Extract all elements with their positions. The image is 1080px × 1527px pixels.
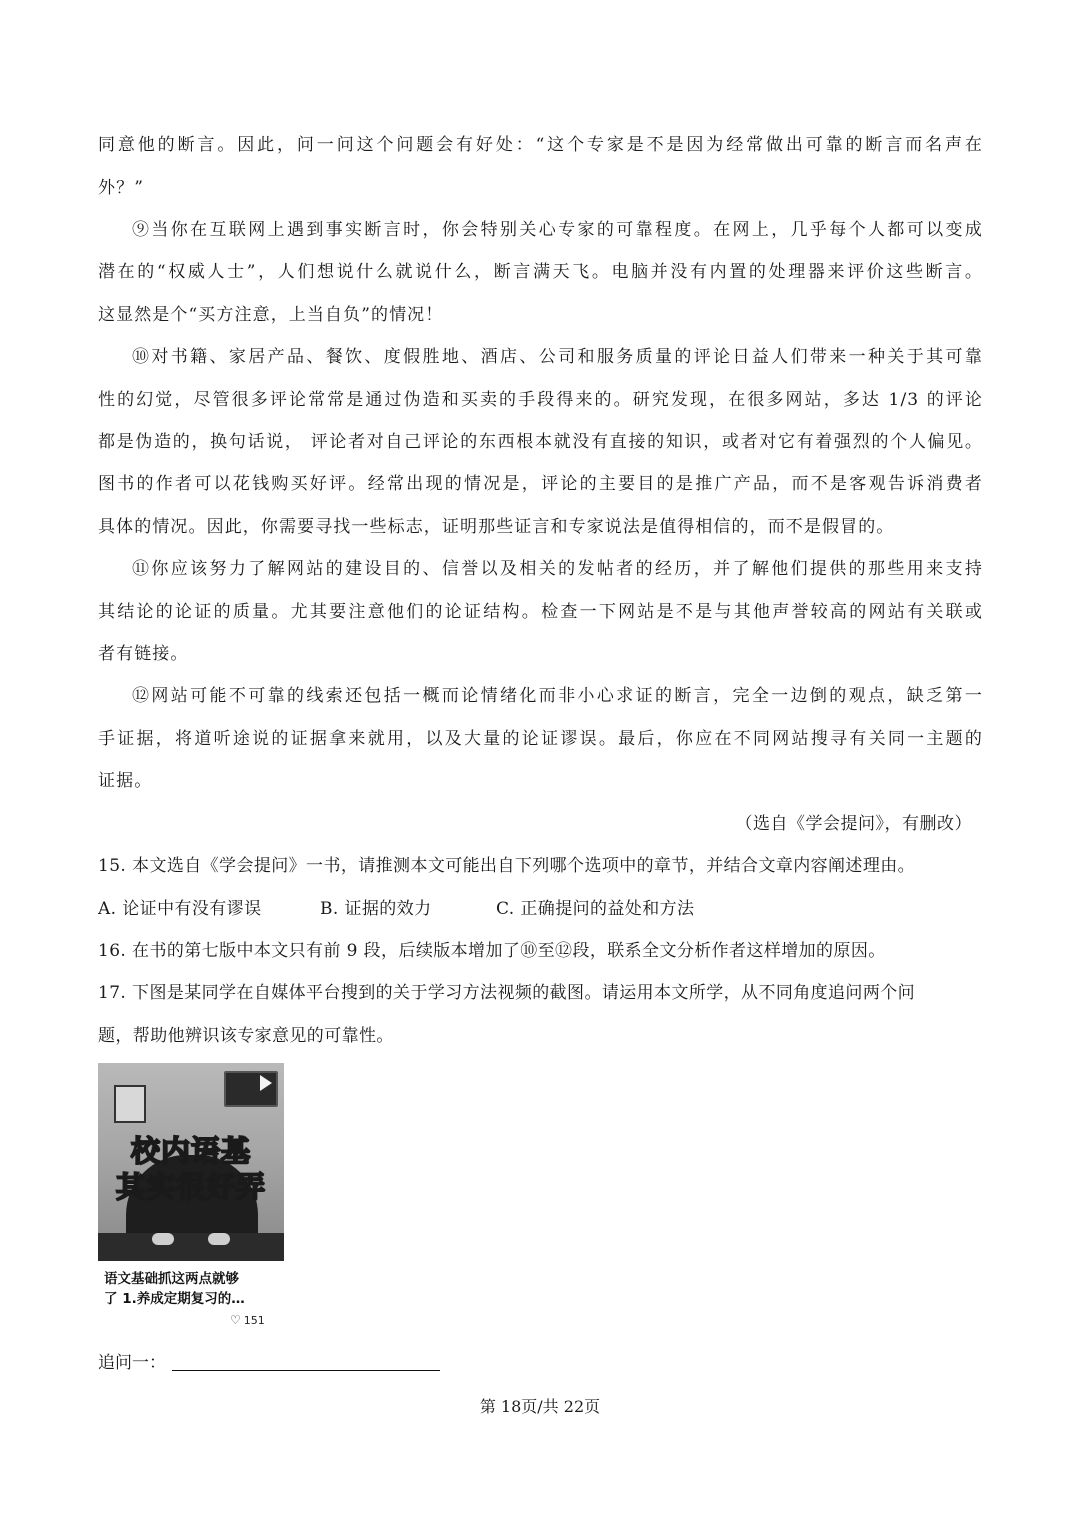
passage-line: 手证据，将道听途说的证据拿来就用，以及大量的论证谬误。最后，你应在不同网站搜寻有关同一主题的 <box>98 729 983 749</box>
passage-line: 具体的情况。因此，你需要寻找一些标志，证明那些证言和专家说法是值得相信的，而不是假冒的。 <box>98 517 895 537</box>
passage-line: 证据。 <box>98 771 153 791</box>
paragraph-12-start: ⑫网站可能不可靠的线索还包括一概而论情绪化而非小心求证的断言，完全一边倒的观点，缺乏第一 <box>132 686 983 706</box>
question-16: 16. 在书的第七版中本文只有前 9 段，后续版本增加了⑩至⑫段，联系全文分析作者这样增加的原因。 <box>98 941 886 961</box>
video-thumbnail-image <box>98 1063 284 1261</box>
option-c: C. 正确提问的益处和方法 <box>496 899 695 919</box>
passage-line: 其结论的论证的质量。尤其要注意他们的论证结构。检查一下网站是不是与其他声誉较高的网站有关联或 <box>98 602 983 622</box>
wall-picture <box>114 1085 146 1123</box>
like-count-value: 151 <box>243 1314 265 1327</box>
heart-icon: ♡ <box>230 1313 241 1327</box>
passage-line: 外？” <box>98 178 144 198</box>
paragraph-9-start: ⑨当你在互联网上遇到事实断言时，你会特别关心专家的可靠程度。在网上，几乎每个人都可以变成 <box>132 220 983 240</box>
passage-line: 同意他的断言。因此，问一问这个问题会有好处：“这个专家是不是因为经常做出可靠的断言而名声在 <box>98 135 983 155</box>
like-count <box>230 1313 265 1327</box>
follow-up-question-label: 追问一： <box>98 1353 166 1373</box>
video-screenshot <box>98 1063 284 1335</box>
video-title-line2: 了 1.养成定期复习的… <box>104 1291 245 1307</box>
passage-line: 这显然是个“买方注意，上当自负”的情况！ <box>98 305 444 325</box>
play-icon <box>260 1075 272 1091</box>
answer-blank[interactable] <box>172 1370 440 1371</box>
question-15: 15. 本文选自《学会提问》一书，请推测本文可能出自下列哪个选项中的章节，并结合文章内容阐述理由。 <box>98 856 916 876</box>
passage-line: 都是伪造的，换句话说， 评论者对自己评论的东西根本就没有直接的知识，或者对它有着强烈的个人偏见。 <box>98 432 983 452</box>
desk <box>98 1233 284 1261</box>
video-title <box>104 1269 284 1309</box>
option-a: A. 论证中有没有谬误 <box>98 899 262 919</box>
hand <box>208 1233 230 1245</box>
video-caption-line1: 校内语基 <box>130 1134 251 1168</box>
question-17-line2: 题，帮助他辨识该专家意见的可靠性。 <box>98 1026 394 1046</box>
page-number: 第 18页/共 22页 <box>479 1397 601 1416</box>
paragraph-11-start: ⑪你应该努力了解网站的建设目的、信誉以及相关的发帖者的经历，并了解他们提供的那些用来支持 <box>132 559 983 579</box>
source-citation: （选自《学会提问》，有删改） <box>735 814 972 834</box>
video-title-line1: 语文基础抓这两点就够 <box>104 1271 239 1287</box>
passage-line: 潜在的“权威人士”，人们想说什么就说什么，断言满天飞。电脑并没有内置的处理器来评价这些断言。 <box>98 262 983 282</box>
passage-line: 者有链接。 <box>98 644 189 664</box>
paragraph-10-start: ⑩对书籍、家居产品、餐饮、度假胜地、酒店、公司和服务质量的评论日益人们带来一种关于其可靠 <box>132 347 983 367</box>
passage-line: 图书的作者可以花钱购买好评。经常出现的情况是，评论的主要目的是推广产品，而不是客观告诉消费者 <box>98 474 983 494</box>
hand <box>152 1233 174 1245</box>
question-17-line1: 17. 下图是某同学在自媒体平台搜到的关于学习方法视频的截图。请运用本文所学，从不同角度追问两个问 <box>98 983 916 1003</box>
option-b: B. 证据的效力 <box>320 899 432 919</box>
video-caption-line2: 其实很好弄 <box>115 1170 266 1204</box>
passage-line: 性的幻觉，尽管很多评论常常是通过伪造和买卖的手段得来的。研究发现，在很多网站，多达 1/3 的评论 <box>98 390 983 410</box>
